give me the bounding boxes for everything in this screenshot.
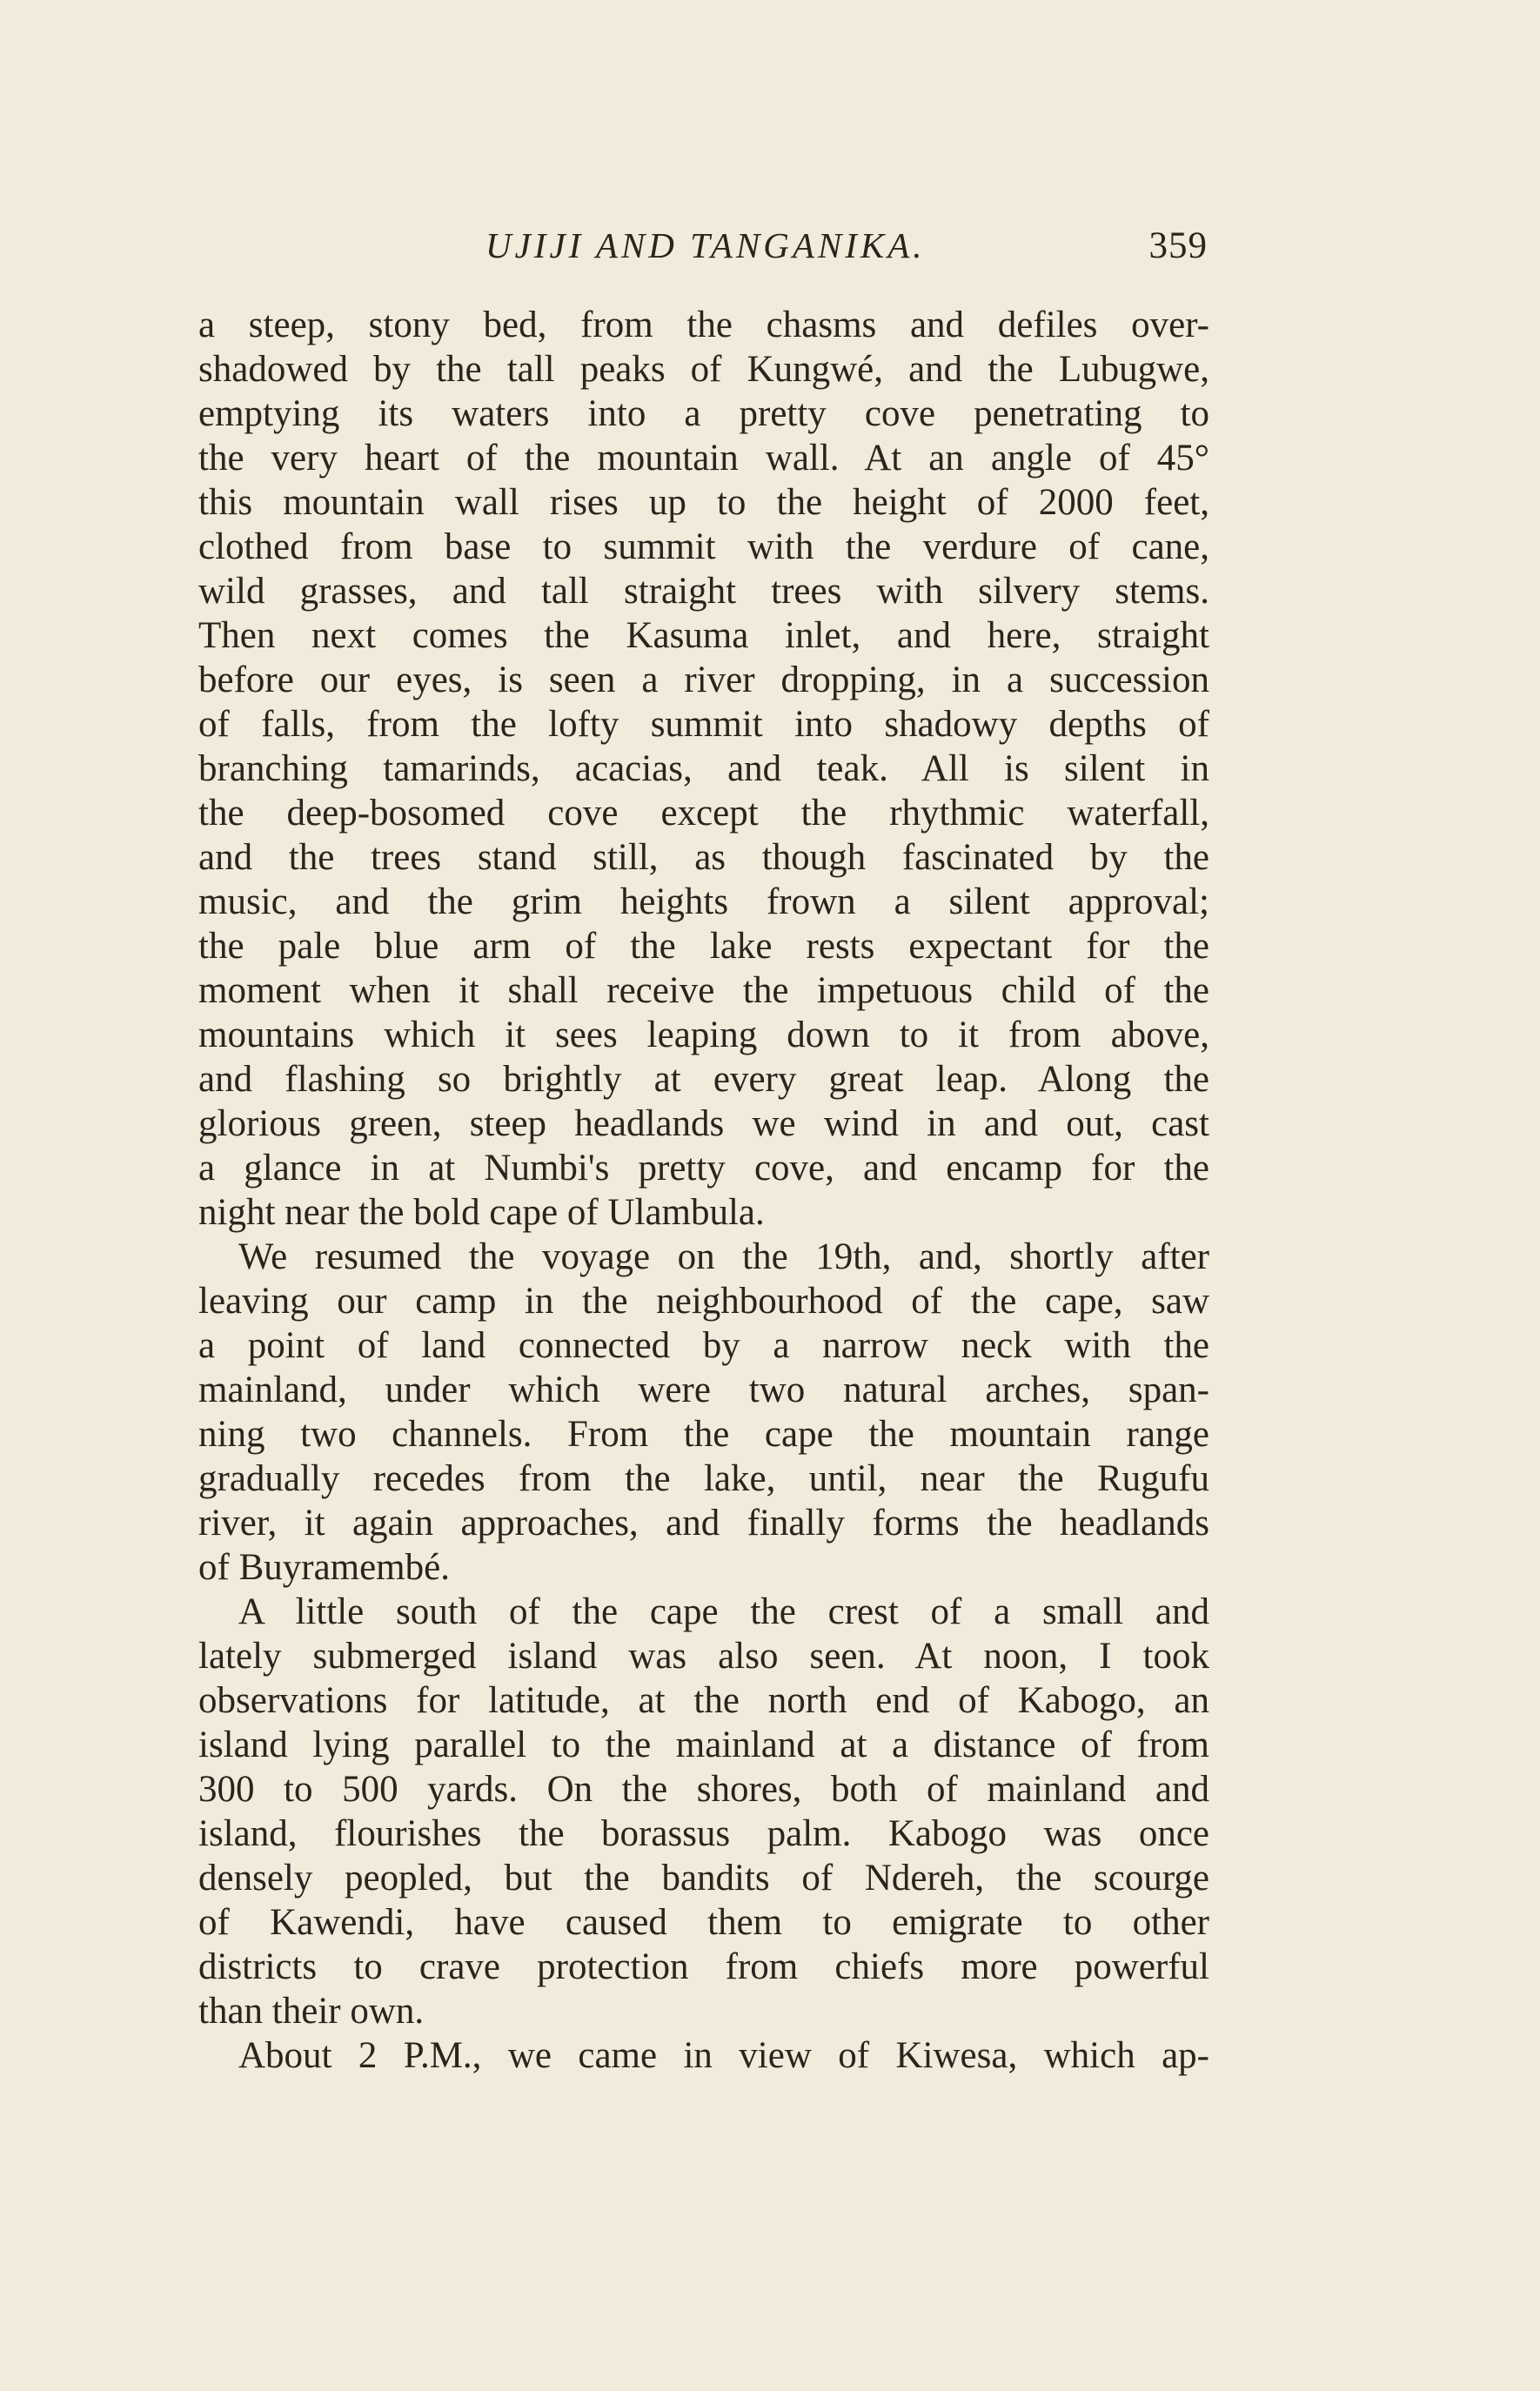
text-line: branching tamarinds, acacias, and teak. All is silent in [198,748,1209,789]
page-number: 359 [1148,225,1208,266]
text-line: a steep, stony bed, from the chasms and defiles over- [198,305,1209,345]
text-line: the pale blue arm of the lake rests expectant for the [198,926,1209,967]
text-line: mainland, under which were two natural arches, span- [198,1370,1209,1410]
text-line: wild grasses, and tall straight trees with silvery stems. [198,571,1209,612]
text-line: the deep-bosomed cove except the rhythmic waterfall, [198,793,1209,834]
text-line: the very heart of the mountain wall. At an angle of 45° [198,438,1209,479]
text-line: Then next comes the Kasuma inlet, and here, straight [198,615,1209,656]
text-line: moment when it shall receive the impetuous child of the [198,970,1209,1011]
text-line: of falls, from the lofty summit into shadowy depths of [198,704,1209,745]
text-line: gradually recedes from the lake, until, near the Rugufu [198,1458,1209,1499]
text-line: of Buyramembé. [198,1547,450,1588]
text-line: shadowed by the tall peaks of Kungwé, and the Lubugwe, [198,349,1209,390]
text-line: and the trees stand still, as though fascinated by the [198,837,1209,878]
body-text [198,303,1209,2078]
running-head [198,224,1208,277]
text-line: a point of land connected by a narrow neck with the [198,1325,1209,1366]
text-line: than their own. [198,1991,425,2032]
text-line: observations for latitude, at the north end of Kabogo, an [198,1680,1209,1721]
text-line: We resumed the voyage on the 19th, and, shortly after [238,1236,1209,1277]
text-line: 300 to 500 yards. On the shores, both of mainland and [198,1769,1209,1810]
text-line: music, and the grim heights frown a silent approval; [198,881,1209,922]
text-line: island, flourishes the borassus palm. Kabogo was once [198,1813,1209,1854]
text-line: A little south of the cape the crest of a small and [238,1591,1209,1632]
text-line: densely peopled, but the bandits of Ndereh, the scourge [198,1858,1209,1899]
text-line: before our eyes, is seen a river dropping, in a succession [198,660,1209,700]
text-line: night near the bold cape of Ulambula. [198,1192,765,1233]
text-line: this mountain wall rises up to the height of 2000 feet, [198,482,1209,523]
text-line: leaving our camp in the neighbourhood of the cape, saw [198,1281,1209,1322]
text-line: emptying its waters into a pretty cove penetrating to [198,393,1209,434]
text-line: districts to crave protection from chiefs more powerful [198,1946,1209,1987]
text-line: mountains which it sees leaping down to it from above, [198,1015,1209,1055]
text-line: lately submerged island was also seen. At noon, I took [198,1636,1209,1677]
text-line: and flashing so brightly at every great leap. Along the [198,1059,1209,1100]
chapter-title: UJIJI AND TANGANIKA. [485,225,926,265]
text-line: About 2 P.M., we came in view of Kiwesa, which ap- [238,2035,1209,2076]
text-line: ning two channels. From the cape the mountain range [198,1414,1209,1455]
text-line: glorious green, steep headlands we wind in and out, cast [198,1103,1209,1144]
text-line: a glance in at Numbi's pretty cove, and encamp for the [198,1148,1209,1189]
text-line: river, it again approaches, and finally forms the headlands [198,1503,1209,1544]
text-line: of Kawendi, have caused them to emigrate to other [198,1902,1209,1943]
text-line: island lying parallel to the mainland at a distance of from [198,1725,1209,1765]
text-line: clothed from base to summit with the verdure of cane, [198,526,1209,567]
